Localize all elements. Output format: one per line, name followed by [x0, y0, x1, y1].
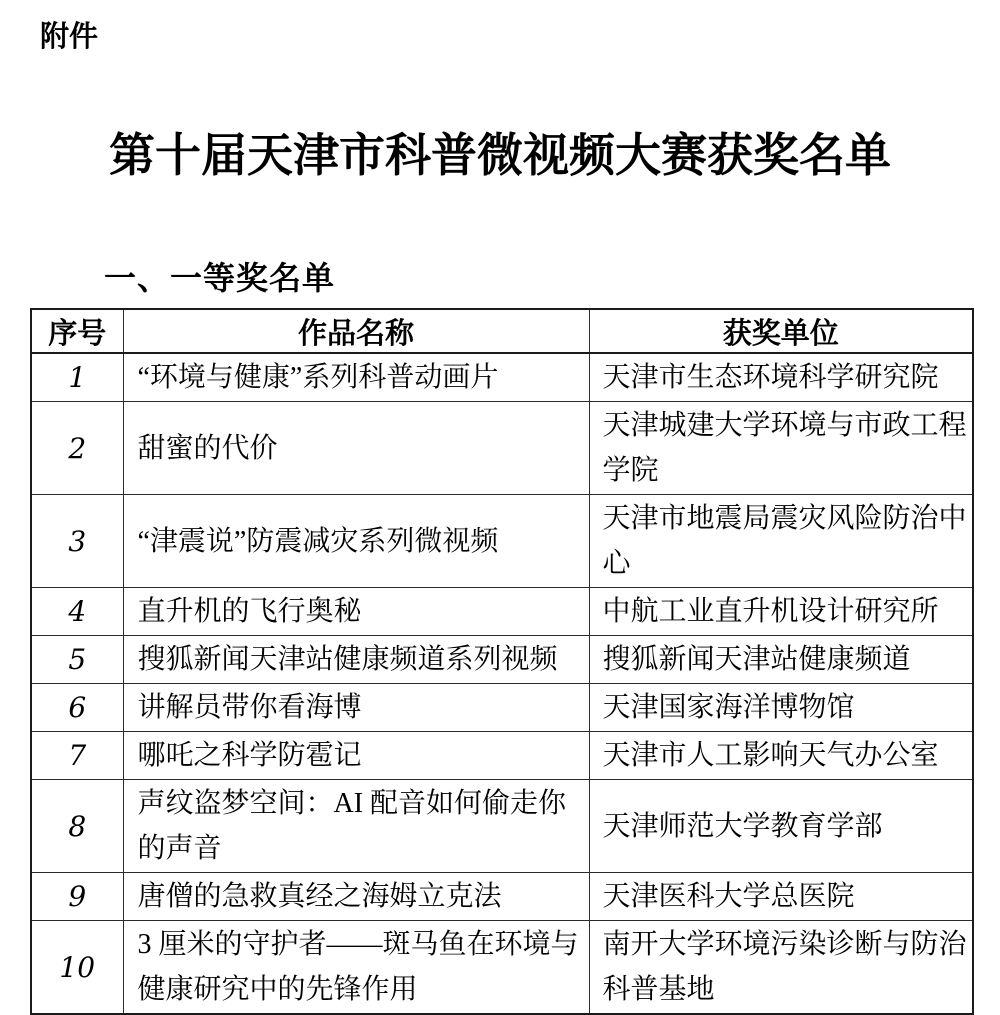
work-title: 3 厘米的守护者——斑马鱼在环境与健康研究中的先锋作用: [123, 921, 589, 1015]
work-title: 哪吒之科学防雹记: [123, 732, 589, 780]
row-number: 10: [31, 921, 123, 1015]
row-number: 3: [31, 495, 123, 588]
award-unit: 天津城建大学环境与市政工程学院: [589, 402, 973, 495]
attachment-label: 附件: [40, 21, 99, 53]
row-number: 6: [31, 684, 123, 732]
award-table-body: [31, 353, 973, 1014]
column-header-number: 序号: [31, 309, 123, 353]
award-table-header: [31, 309, 973, 353]
row-number: 1: [31, 353, 123, 402]
table-row: [31, 495, 973, 588]
award-unit: 南开大学环境污染诊断与防治科普基地: [589, 921, 973, 1015]
row-number: 5: [31, 636, 123, 684]
award-unit: 天津市人工影响天气办公室: [589, 732, 973, 780]
table-row: [31, 873, 973, 921]
work-title: 直升机的飞行奥秘: [123, 588, 589, 636]
work-title: 搜狐新闻天津站健康频道系列视频: [123, 636, 589, 684]
award-unit: 天津市生态环境科学研究院: [589, 353, 973, 402]
work-title: 讲解员带你看海博: [123, 684, 589, 732]
row-number: 4: [31, 588, 123, 636]
column-header-award-unit: 获奖单位: [589, 309, 973, 353]
page-title: 第十届天津市科普微视频大赛获奖名单: [109, 130, 891, 181]
row-number: 9: [31, 873, 123, 921]
column-header-work-title: 作品名称: [123, 309, 589, 353]
table-row: [31, 921, 973, 1015]
table-row: [31, 588, 973, 636]
section-heading: 一、一等奖名单: [104, 260, 336, 296]
work-title: 唐僧的急救真经之海姆立克法: [123, 873, 589, 921]
table-row: [31, 732, 973, 780]
row-number: 8: [31, 780, 123, 873]
work-title: 声纹盗梦空间：AI 配音如何偷走你的声音: [123, 780, 589, 873]
work-title: “津震说”防震减灾系列微视频: [123, 495, 589, 588]
award-unit: 天津医科大学总医院: [589, 873, 973, 921]
row-number: 7: [31, 732, 123, 780]
table-row: [31, 684, 973, 732]
table-row: [31, 780, 973, 873]
award-table: [30, 308, 974, 1015]
award-unit: 天津国家海洋博物馆: [589, 684, 973, 732]
award-unit: 天津市地震局震灾风险防治中心: [589, 495, 973, 588]
work-title: 甜蜜的代价: [123, 402, 589, 495]
table-header-row: [31, 309, 973, 353]
table-row: [31, 636, 973, 684]
row-number: 2: [31, 402, 123, 495]
award-unit: 搜狐新闻天津站健康频道: [589, 636, 973, 684]
work-title: “环境与健康”系列科普动画片: [123, 353, 589, 402]
award-unit: 天津师范大学教育学部: [589, 780, 973, 873]
award-unit: 中航工业直升机设计研究所: [589, 588, 973, 636]
table-row: [31, 402, 973, 495]
table-row: [31, 353, 973, 402]
